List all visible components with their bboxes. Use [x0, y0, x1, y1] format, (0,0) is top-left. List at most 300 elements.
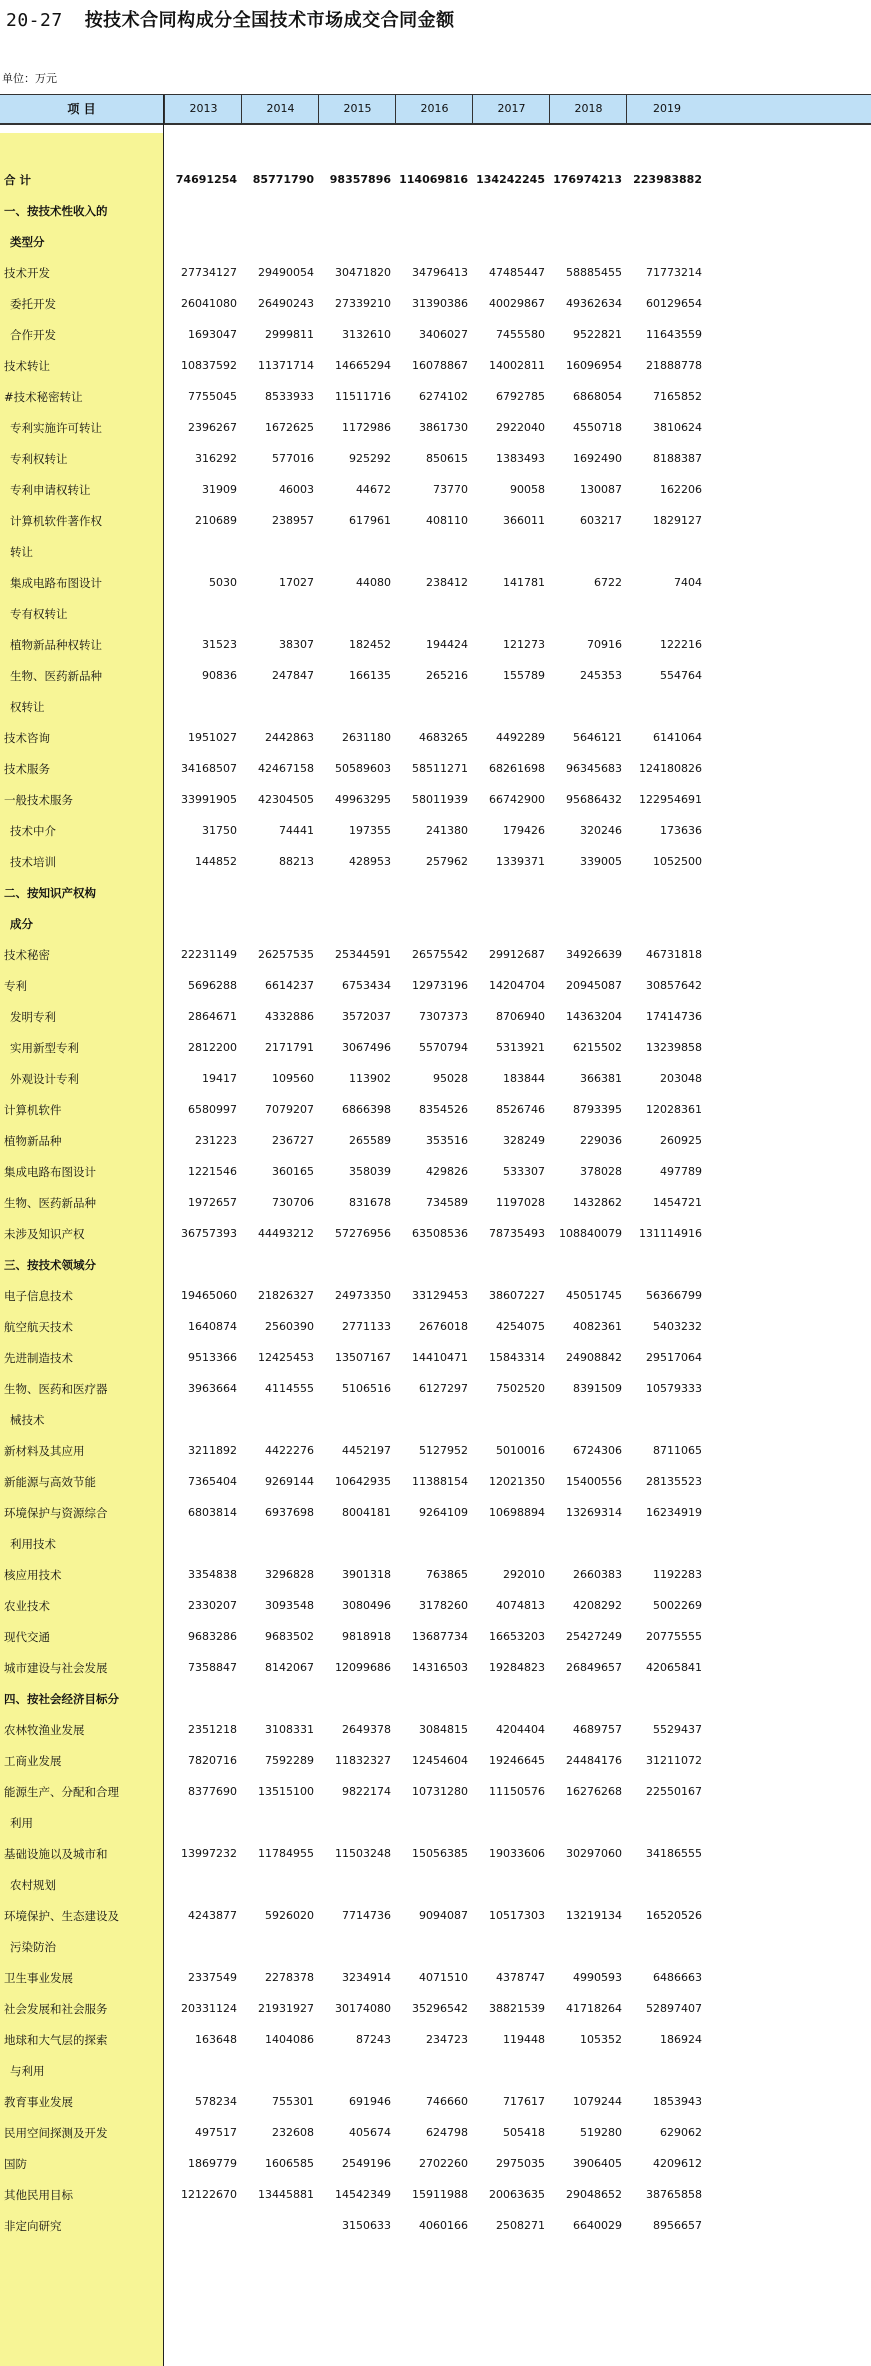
cell-value: 24973350: [335, 1289, 391, 1302]
row-label: 基础设施以及城市和: [4, 1847, 108, 1861]
cell-value: 6486663: [653, 1971, 702, 1984]
row-label: 类型分: [10, 235, 45, 249]
cell-value: 5403232: [653, 1320, 702, 1333]
row-label: 三、按技术领域分: [4, 1258, 96, 1272]
cell-value: 717617: [503, 2095, 545, 2108]
cell-value: 5127952: [419, 1444, 468, 1457]
cell-value: 6614237: [265, 979, 314, 992]
cell-value: 533307: [503, 1165, 545, 1178]
cell-value: 183844: [503, 1072, 545, 1085]
cell-value: 46003: [279, 483, 314, 496]
cell-value: 3150633: [342, 2219, 391, 2232]
row-label: 专利: [4, 979, 27, 993]
cell-value: 56366799: [646, 1289, 702, 1302]
cell-value: 3132610: [342, 328, 391, 341]
cell-value: 7358847: [188, 1661, 237, 1674]
cell-value: 2549196: [342, 2157, 391, 2170]
cell-value: 519280: [580, 2126, 622, 2139]
table-row: [0, 1968, 871, 1988]
cell-value: 4332886: [265, 1010, 314, 1023]
cell-value: 6866398: [342, 1103, 391, 1116]
cell-value: 2396267: [188, 421, 237, 434]
cell-value: 11832327: [335, 1754, 391, 1767]
cell-value: 8793395: [573, 1103, 622, 1116]
cell-value: 405674: [349, 2126, 391, 2139]
cell-value: 182452: [349, 638, 391, 651]
cell-value: 229036: [580, 1134, 622, 1147]
row-label: 权转让: [10, 700, 45, 714]
cell-value: 8188387: [653, 452, 702, 465]
row-label: 农林牧渔业发展: [4, 1723, 85, 1737]
header-item-label: 项 目: [67, 102, 96, 116]
table-row: [0, 2030, 871, 2050]
cell-value: 34186555: [646, 1847, 702, 1860]
cell-value: 4074813: [496, 1599, 545, 1612]
cell-value: 428953: [349, 855, 391, 868]
page-title: [6, 6, 455, 32]
cell-value: 50589603: [335, 762, 391, 775]
cell-value: 16078867: [412, 359, 468, 372]
row-label: 现代交通: [4, 1630, 50, 1644]
cell-value: 19465060: [181, 1289, 237, 1302]
cell-value: 4378747: [496, 1971, 545, 1984]
row-label: 转让: [10, 545, 33, 559]
row-label: 合作开发: [10, 328, 56, 342]
row-label: 外观设计专利: [10, 1072, 79, 1086]
cell-value: 578234: [195, 2095, 237, 2108]
cell-value: 16234919: [646, 1506, 702, 1519]
cell-value: 6127297: [419, 1382, 468, 1395]
header-year-2013: 2013: [164, 95, 242, 123]
cell-value: 624798: [426, 2126, 468, 2139]
row-label: 专利权转让: [10, 452, 68, 466]
cell-value: 9522821: [573, 328, 622, 341]
cell-value: 1972657: [188, 1196, 237, 1209]
cell-value: 2442863: [265, 731, 314, 744]
cell-value: 13997232: [181, 1847, 237, 1860]
cell-value: 121273: [503, 638, 545, 651]
cell-value: 5646121: [573, 731, 622, 744]
cell-value: 7165852: [653, 390, 702, 403]
cell-value: 176974213: [553, 173, 622, 186]
cell-value: 33991905: [181, 793, 237, 806]
cell-value: 21888778: [646, 359, 702, 372]
cell-value: 85771790: [252, 173, 314, 186]
cell-value: 3963664: [188, 1382, 237, 1395]
cell-value: 6724306: [573, 1444, 622, 1457]
row-label: 一、按技术性收入的: [4, 204, 108, 218]
cell-value: 34168507: [181, 762, 237, 775]
cell-value: 4209612: [653, 2157, 702, 2170]
cell-value: 238957: [272, 514, 314, 527]
cell-value: 13219134: [566, 1909, 622, 1922]
header-year-2018: 2018: [549, 95, 627, 123]
row-label: 利用技术: [10, 1537, 56, 1551]
row-label: 计算机软件: [4, 1103, 62, 1117]
cell-value: 166135: [349, 669, 391, 682]
cell-value: 27339210: [335, 297, 391, 310]
cell-value: 2171791: [265, 1041, 314, 1054]
row-label: 环境保护与资源综合: [4, 1506, 108, 1520]
cell-value: 2676018: [419, 1320, 468, 1333]
cell-value: 603217: [580, 514, 622, 527]
cell-value: 4254075: [496, 1320, 545, 1333]
cell-value: 1951027: [188, 731, 237, 744]
row-label: 教育事业发展: [4, 2095, 73, 2109]
table-row: [0, 697, 871, 717]
table-row: [0, 201, 871, 221]
cell-value: 2649378: [342, 1723, 391, 1736]
cell-value: 58885455: [566, 266, 622, 279]
row-label: 社会发展和社会服务: [4, 2002, 108, 2016]
table-row: [0, 883, 871, 903]
cell-value: 6803814: [188, 1506, 237, 1519]
row-label: 专利申请权转让: [10, 483, 91, 497]
cell-value: 90058: [510, 483, 545, 496]
cell-value: 3901318: [342, 1568, 391, 1581]
cell-value: 9094087: [419, 1909, 468, 1922]
cell-value: 11150576: [489, 1785, 545, 1798]
row-label: 一般技术服务: [4, 793, 73, 807]
row-label: 四、按社会经济目标分: [4, 1692, 119, 1706]
cell-value: 7502520: [496, 1382, 545, 1395]
row-label: 二、按知识产权构: [4, 886, 96, 900]
table-row: [0, 1100, 871, 1120]
cell-value: 3810624: [653, 421, 702, 434]
cell-value: 2560390: [265, 1320, 314, 1333]
cell-value: 617961: [349, 514, 391, 527]
row-label: 发明专利: [10, 1010, 56, 1024]
row-label: 新能源与高效节能: [4, 1475, 96, 1489]
table-row: [0, 1813, 871, 1833]
row-label: 核应用技术: [4, 1568, 62, 1582]
cell-value: 763865: [426, 1568, 468, 1581]
table-number: 20-27: [6, 10, 63, 31]
table-row: [0, 635, 871, 655]
cell-value: 31211072: [646, 1754, 702, 1767]
cell-value: 24484176: [566, 1754, 622, 1767]
cell-value: 1672625: [265, 421, 314, 434]
cell-value: 14002811: [489, 359, 545, 372]
cell-value: 339005: [580, 855, 622, 868]
cell-value: 12122670: [181, 2188, 237, 2201]
row-label: 技术转让: [4, 359, 50, 373]
cell-value: 88213: [279, 855, 314, 868]
cell-value: 74441: [279, 824, 314, 837]
cell-value: 14316503: [412, 1661, 468, 1674]
cell-value: 7820716: [188, 1754, 237, 1767]
cell-value: 12028361: [646, 1103, 702, 1116]
header-year-2015: 2015: [318, 95, 396, 123]
row-label: 民用空间探测及开发: [4, 2126, 108, 2140]
cell-value: 20775555: [646, 1630, 702, 1643]
table-row: [0, 170, 871, 190]
row-label: 成分: [10, 917, 33, 931]
cell-value: 29517064: [646, 1351, 702, 1364]
cell-value: 15911988: [412, 2188, 468, 2201]
table-row: [0, 418, 871, 438]
cell-value: 34926639: [566, 948, 622, 961]
table-row: [0, 790, 871, 810]
cell-value: 10837592: [181, 359, 237, 372]
table-row: [0, 1007, 871, 1027]
cell-value: 6141064: [653, 731, 702, 744]
cell-value: 1197028: [496, 1196, 545, 1209]
row-label: 能源生产、分配和合理: [4, 1785, 119, 1799]
cell-value: 4550718: [573, 421, 622, 434]
cell-value: 114069816: [399, 173, 468, 186]
cell-value: 26490243: [258, 297, 314, 310]
cell-value: 19417: [202, 1072, 237, 1085]
table-row: [0, 1937, 871, 1957]
cell-value: 105352: [580, 2033, 622, 2046]
cell-value: 13445881: [258, 2188, 314, 2201]
cell-value: 5570794: [419, 1041, 468, 1054]
cell-value: 141781: [503, 576, 545, 589]
cell-value: 265216: [426, 669, 468, 682]
cell-value: 27734127: [181, 266, 237, 279]
cell-value: 20331124: [181, 2002, 237, 2015]
cell-value: 70916: [587, 638, 622, 651]
table-row: [0, 1596, 871, 1616]
cell-value: 4243877: [188, 1909, 237, 1922]
cell-value: 238412: [426, 576, 468, 589]
cell-value: 3211892: [188, 1444, 237, 1457]
row-label: 计算机软件著作权: [10, 514, 102, 528]
cell-value: 31750: [202, 824, 237, 837]
row-label: 非定向研究: [4, 2219, 62, 2233]
cell-value: 245353: [580, 669, 622, 682]
table-row: [0, 2061, 871, 2081]
cell-value: 21931927: [258, 2002, 314, 2015]
cell-value: 2330207: [188, 1599, 237, 1612]
cell-value: 3572037: [342, 1010, 391, 1023]
cell-value: 95028: [433, 1072, 468, 1085]
row-label: 械技术: [10, 1413, 45, 1427]
cell-value: 46731818: [646, 948, 702, 961]
cell-value: 554764: [660, 669, 702, 682]
cell-value: 6868054: [573, 390, 622, 403]
cell-value: 1640874: [188, 1320, 237, 1333]
table-row: [0, 976, 871, 996]
cell-value: 5030: [209, 576, 237, 589]
cell-value: 29490054: [258, 266, 314, 279]
cell-value: 19033606: [489, 1847, 545, 1860]
cell-value: 1869779: [188, 2157, 237, 2170]
cell-value: 497517: [195, 2126, 237, 2139]
cell-value: 2351218: [188, 1723, 237, 1736]
cell-value: 8377690: [188, 1785, 237, 1798]
cell-value: 247847: [272, 669, 314, 682]
cell-value: 134242245: [476, 173, 545, 186]
cell-value: 179426: [503, 824, 545, 837]
cell-value: 38307: [279, 638, 314, 651]
cell-value: 2975035: [496, 2157, 545, 2170]
row-label: #技术秘密转让: [4, 390, 83, 404]
cell-value: 378028: [580, 1165, 622, 1178]
table-row: [0, 294, 871, 314]
cell-value: 7455580: [496, 328, 545, 341]
cell-value: 11643559: [646, 328, 702, 341]
cell-value: 755301: [272, 2095, 314, 2108]
cell-value: 4492289: [496, 731, 545, 744]
cell-value: 29048652: [566, 2188, 622, 2201]
row-label: 合 计: [4, 173, 32, 187]
cell-value: 19284823: [489, 1661, 545, 1674]
cell-value: 14665294: [335, 359, 391, 372]
cell-value: 38607227: [489, 1289, 545, 1302]
cell-value: 57276956: [335, 1227, 391, 1240]
table-row: [0, 2185, 871, 2205]
cell-value: 78735493: [489, 1227, 545, 1240]
table-row: [0, 1534, 871, 1554]
cell-value: 155789: [503, 669, 545, 682]
table-row: [0, 511, 871, 531]
cell-value: 1339371: [496, 855, 545, 868]
cell-value: 7404: [674, 576, 702, 589]
cell-value: 130087: [580, 483, 622, 496]
row-label: 专有权转让: [10, 607, 68, 621]
cell-value: 15400556: [566, 1475, 622, 1488]
cell-value: 49963295: [335, 793, 391, 806]
cell-value: 6580997: [188, 1103, 237, 1116]
table-header: [0, 95, 871, 123]
cell-value: 320246: [580, 824, 622, 837]
cell-value: 7714736: [342, 1909, 391, 1922]
cell-value: 14542349: [335, 2188, 391, 2201]
header-year-2014: 2014: [241, 95, 319, 123]
row-label: 航空航天技术: [4, 1320, 73, 1334]
cell-value: 2278378: [265, 1971, 314, 1984]
cell-value: 1052500: [653, 855, 702, 868]
cell-value: 20063635: [489, 2188, 545, 2201]
cell-value: 34796413: [412, 266, 468, 279]
cell-value: 19246645: [489, 1754, 545, 1767]
cell-value: 26575542: [412, 948, 468, 961]
row-label: 技术开发: [4, 266, 50, 280]
cell-value: 194424: [426, 638, 468, 651]
table-row: [0, 759, 871, 779]
unit-label: 单位：万元: [2, 72, 57, 85]
cell-value: 12099686: [335, 1661, 391, 1674]
cell-value: 49362634: [566, 297, 622, 310]
cell-value: 2922040: [496, 421, 545, 434]
cell-value: 2631180: [342, 731, 391, 744]
row-label: 未涉及知识产权: [4, 1227, 85, 1241]
cell-value: 197355: [349, 824, 391, 837]
table-row: [0, 542, 871, 562]
cell-value: 10731280: [412, 1785, 468, 1798]
cell-value: 429826: [426, 1165, 468, 1178]
cell-value: 5002269: [653, 1599, 702, 1612]
cell-value: 260925: [660, 1134, 702, 1147]
cell-value: 5926020: [265, 1909, 314, 1922]
table-row: [0, 2123, 871, 2143]
cell-value: 2702260: [419, 2157, 468, 2170]
cell-value: 9822174: [342, 1785, 391, 1798]
cell-value: 3296828: [265, 1568, 314, 1581]
cell-value: 8142067: [265, 1661, 314, 1674]
cell-value: 122216: [660, 638, 702, 651]
cell-value: 1383493: [496, 452, 545, 465]
cell-value: 14204704: [489, 979, 545, 992]
table-row: [0, 480, 871, 500]
cell-value: 28135523: [646, 1475, 702, 1488]
cell-value: 108840079: [559, 1227, 622, 1240]
row-label: 委托开发: [10, 297, 56, 311]
cell-value: 4082361: [573, 1320, 622, 1333]
cell-value: 90836: [202, 669, 237, 682]
row-label: 电子信息技术: [4, 1289, 73, 1303]
cell-value: 66742900: [489, 793, 545, 806]
table-row: [0, 2154, 871, 2174]
row-label: 集成电路布图设计: [10, 576, 102, 590]
cell-value: 45051745: [566, 1289, 622, 1302]
cell-value: 31523: [202, 638, 237, 651]
table-row: [0, 1565, 871, 1585]
cell-value: 6274102: [419, 390, 468, 403]
table-row: [0, 1472, 871, 1492]
table-row: [0, 1348, 871, 1368]
table-row: [0, 263, 871, 283]
table-row: [0, 852, 871, 872]
cell-value: 74691254: [175, 173, 237, 186]
cell-value: 41718264: [566, 2002, 622, 2015]
row-label: 技术秘密: [4, 948, 50, 962]
cell-value: 2999811: [265, 328, 314, 341]
table-row: [0, 666, 871, 686]
cell-value: 13269314: [566, 1506, 622, 1519]
cell-value: 42065841: [646, 1661, 702, 1674]
cell-value: 16276268: [566, 1785, 622, 1798]
cell-value: 26849657: [566, 1661, 622, 1674]
cell-value: 257962: [426, 855, 468, 868]
row-label: 工商业发展: [4, 1754, 62, 1768]
cell-value: 15056385: [412, 1847, 468, 1860]
cell-value: 9683502: [265, 1630, 314, 1643]
cell-value: 236727: [272, 1134, 314, 1147]
cell-value: 1221546: [188, 1165, 237, 1178]
cell-value: 2864671: [188, 1010, 237, 1023]
cell-value: 10579333: [646, 1382, 702, 1395]
cell-value: 1454721: [653, 1196, 702, 1209]
cell-value: 360165: [272, 1165, 314, 1178]
cell-value: 11371714: [258, 359, 314, 372]
cell-value: 4990593: [573, 1971, 622, 1984]
cell-value: 44493212: [258, 1227, 314, 1240]
table-row: [0, 1906, 871, 1926]
cell-value: 20945087: [566, 979, 622, 992]
cell-value: 734589: [426, 1196, 468, 1209]
table-row: [0, 356, 871, 376]
cell-value: 9818918: [342, 1630, 391, 1643]
cell-value: 12454604: [412, 1754, 468, 1767]
cell-value: 96345683: [566, 762, 622, 775]
cell-value: 7307373: [419, 1010, 468, 1023]
row-label: 技术服务: [4, 762, 50, 776]
table-row: [0, 232, 871, 252]
cell-value: 203048: [660, 1072, 702, 1085]
table-row: [0, 1658, 871, 1678]
cell-value: 1853943: [653, 2095, 702, 2108]
cell-value: 95686432: [566, 793, 622, 806]
cell-value: 2771133: [342, 1320, 391, 1333]
cell-value: 29912687: [489, 948, 545, 961]
cell-value: 4060166: [419, 2219, 468, 2232]
cell-value: 173636: [660, 824, 702, 837]
row-label: 植物新品种: [4, 1134, 62, 1148]
cell-value: 14410471: [412, 1351, 468, 1364]
